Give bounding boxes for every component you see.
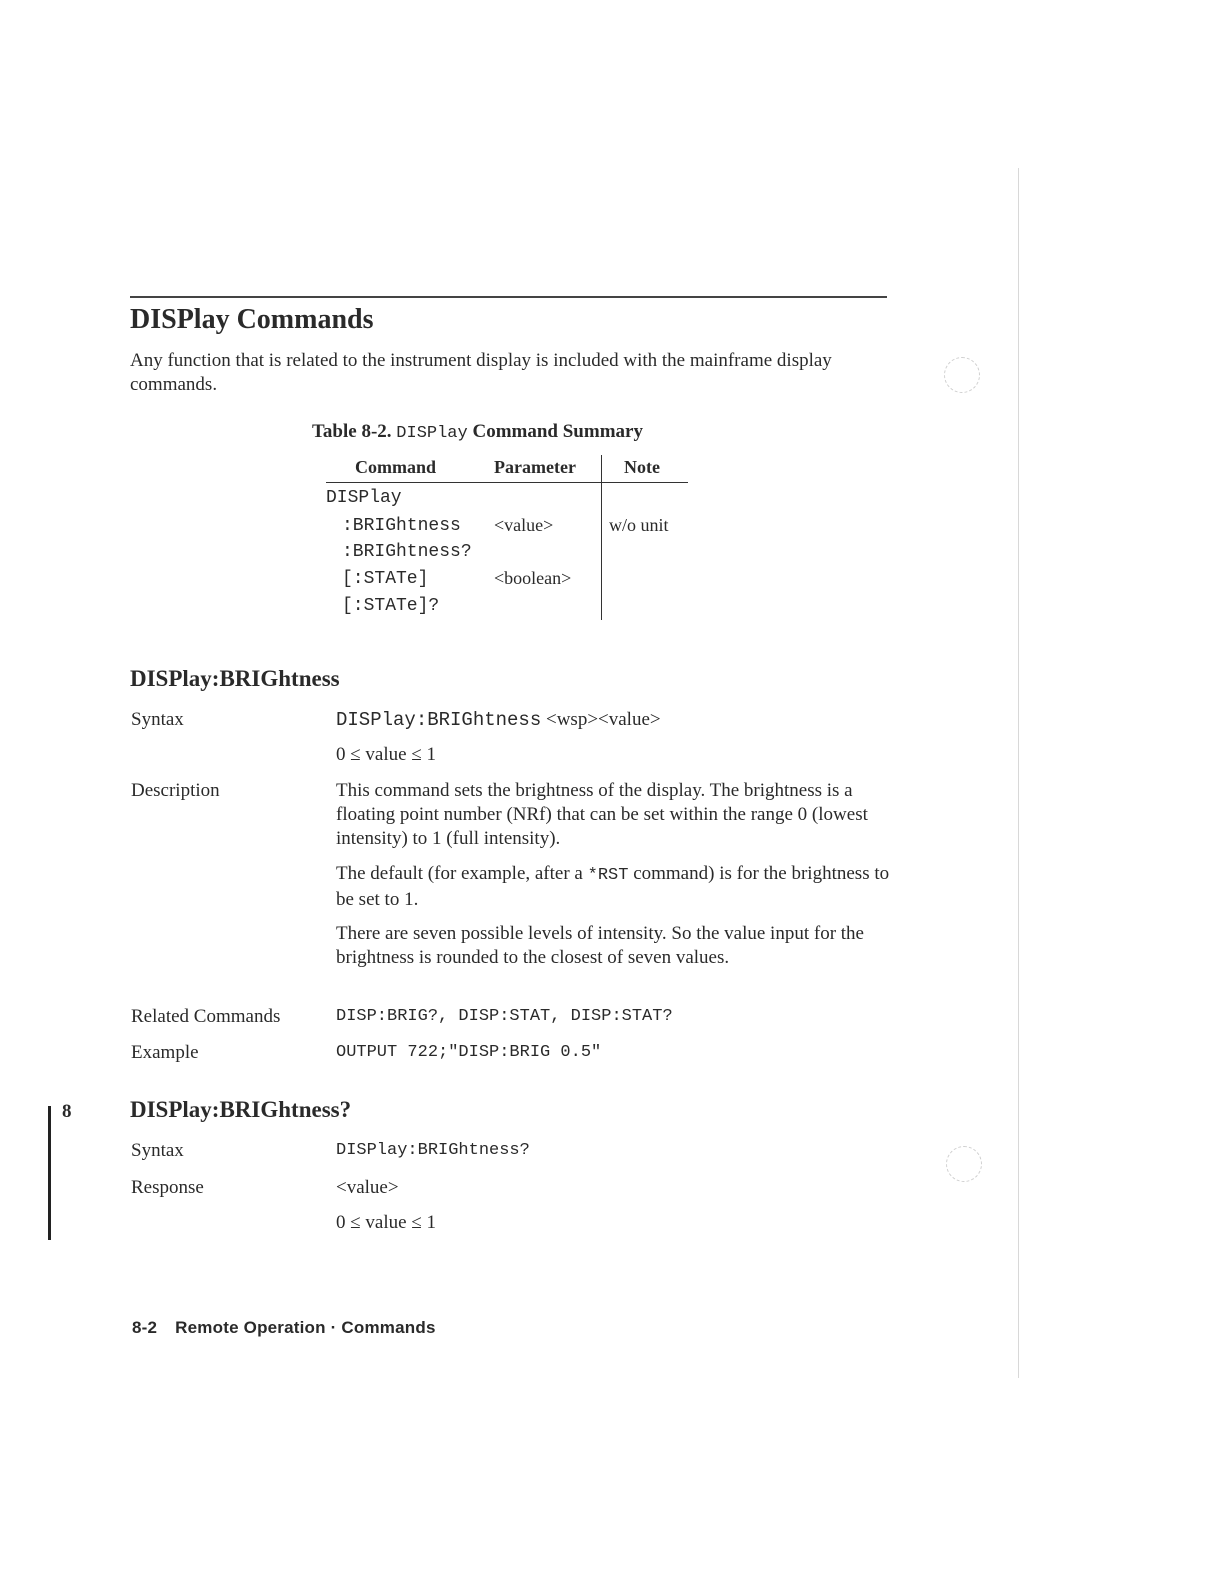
value-range: 0 ≤ value ≤ 1 [336, 1212, 437, 1233]
table-column-rule [601, 455, 602, 620]
related-commands-value: DISP:BRIG?, DISP:STAT, DISP:STAT? [336, 1007, 673, 1026]
table-cell-command: :BRIGhtness? [342, 542, 472, 562]
response-label: Response [131, 1177, 204, 1198]
syntax-args: <wsp><value> [545, 709, 661, 730]
related-commands-label: Related Commands [131, 1006, 281, 1027]
section-title: DISPlay Commands [130, 304, 374, 335]
table-cell-command: :BRIGhtness [342, 516, 461, 536]
description-paragraph: There are seven possible levels of intensity. So the value input for the brightness is rounded to the closest of seven values. [336, 923, 864, 968]
table-header-rule [326, 482, 688, 483]
chapter-tab: 8 [62, 1101, 72, 1122]
section-rule [130, 296, 887, 298]
description-paragraph: This command sets the brightness of the display. The brightness is a floating point number (NRf) that can be set within the range 0 (lowest intensity) to 1 (full intensity). [336, 780, 868, 849]
description-text: command) is for the brightness to be set to 1. [336, 863, 890, 910]
punch-hole-mark [944, 357, 980, 393]
table-caption-code: DISPlay [396, 424, 468, 443]
syntax-value [336, 709, 661, 731]
scan-edge-line [1018, 168, 1019, 1378]
rst-command: *RST [587, 866, 629, 885]
syntax-code: DISPlay:BRIGhtness [336, 709, 542, 731]
footer-text: Remote Operation · Commands [175, 1318, 436, 1337]
brightness-query-heading: DISPlay:BRIGhtness? [130, 1097, 352, 1122]
syntax-label: Syntax [131, 1140, 184, 1161]
section-intro: Any function that is related to the instrument display is included with the mainframe display commands. [130, 350, 832, 395]
chapter-margin-bar [48, 1106, 51, 1240]
description-paragraph [336, 862, 891, 912]
page-number: 8-2 [132, 1318, 158, 1337]
table-cell-parameter: <boolean> [494, 568, 572, 588]
table-cell-parameter: <value> [494, 515, 554, 535]
value-range: 0 ≤ value ≤ 1 [336, 744, 437, 765]
table-header-note: Note [624, 457, 660, 477]
table-cell-command: DISPlay [326, 488, 402, 508]
table-cell-command: [:STATe] [342, 569, 429, 589]
table-cell-note: w/o unit [609, 515, 669, 535]
page-footer [132, 1318, 454, 1338]
command-summary-table [326, 455, 688, 620]
table-caption [312, 421, 643, 443]
table-cell-command: [:STATe]? [342, 596, 440, 616]
punch-hole-mark [946, 1146, 982, 1182]
table-caption-prefix: Table 8-2. [312, 421, 392, 442]
example-label: Example [131, 1042, 199, 1063]
syntax-label: Syntax [131, 709, 184, 730]
table-caption-suffix: Command Summary [472, 421, 643, 442]
brightness-heading: DISPlay:BRIGhtness [130, 666, 340, 691]
table-header-parameter: Parameter [494, 457, 576, 477]
table-header-command: Command [355, 457, 437, 477]
description-text: The default (for example, after a [336, 863, 588, 884]
example-value: OUTPUT 722;"DISP:BRIG 0.5" [336, 1043, 602, 1062]
syntax-code: DISPlay:BRIGhtness? [336, 1141, 530, 1160]
description-label: Description [131, 780, 220, 801]
response-value: <value> [336, 1177, 399, 1198]
